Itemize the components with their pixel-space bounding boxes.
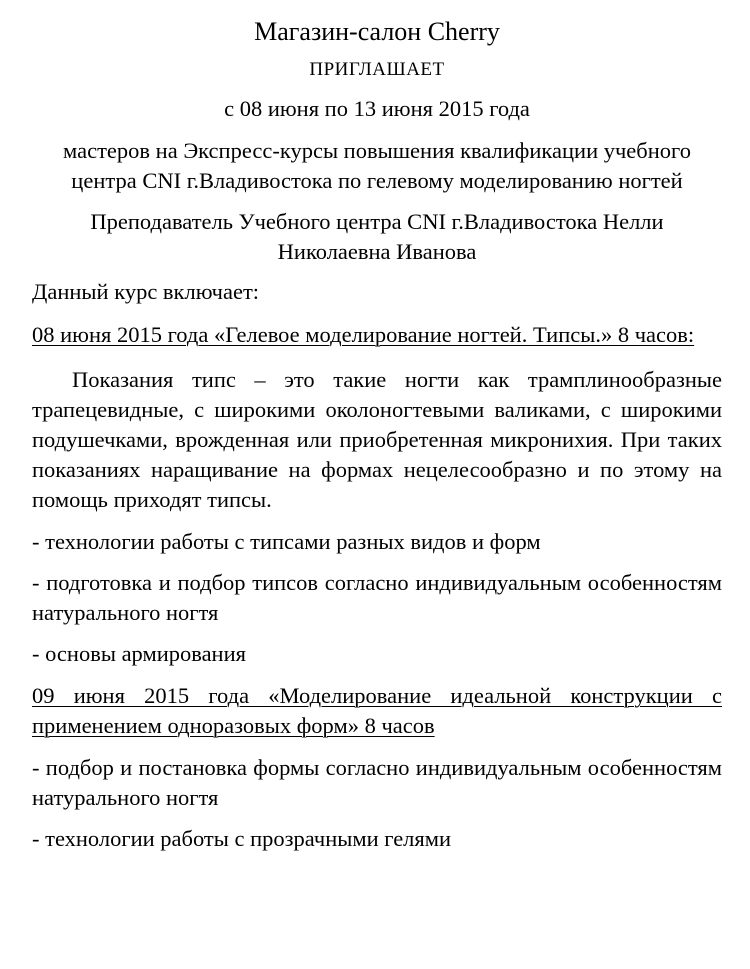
day1-heading: 08 июня 2015 года «Гелевое моделирование ногтей. Типсы.» 8 часов: [32,322,695,347]
list-item: - основы армирования [32,641,246,666]
salon-title: Магазин-салон Cherry [254,17,500,46]
day1-paragraph: Показания типс – это такие ногти как трамплинообразные трапецевидные, с широкими околоногтевыми валиками, с широкими подушечками, врожденная или приобретенная микронихия. При таких показаниях наращивание на формах нецелесообразно и по этому на помощь приходят типсы. [32,367,722,512]
course-dates: с 08 июня по 13 июня 2015 года [224,96,530,121]
document-body [32,0,722,854]
course-description: мастеров на Экспресс-курсы повышения квалификации учебного центра CNI г.Владивостока по гелевому моделированию ногтей [63,138,691,193]
day2-heading: 09 июня 2015 года «Моделирование идеальной конструкции с применением одноразовых форм» 8 часов [32,683,722,738]
course-includes-label: Данный курс включает: [32,279,260,304]
list-item: - подбор и постановка формы согласно индивидуальным особенностям натурального ногтя [32,755,722,810]
list-item: - технологии работы с типсами разных видов и форм [32,529,541,554]
teacher-line: Преподаватель Учебного центра CNI г.Владивостока Нелли Николаевна Иванова [90,209,664,264]
list-item: - подготовка и подбор типсов согласно индивидуальным особенностям натурального ногтя [32,570,722,625]
invites-line: ПРИГЛАШАЕТ [309,59,445,80]
day1-section [32,320,722,350]
list-item: - технологии работы с прозрачными гелями [32,826,452,851]
day2-section [32,681,722,741]
